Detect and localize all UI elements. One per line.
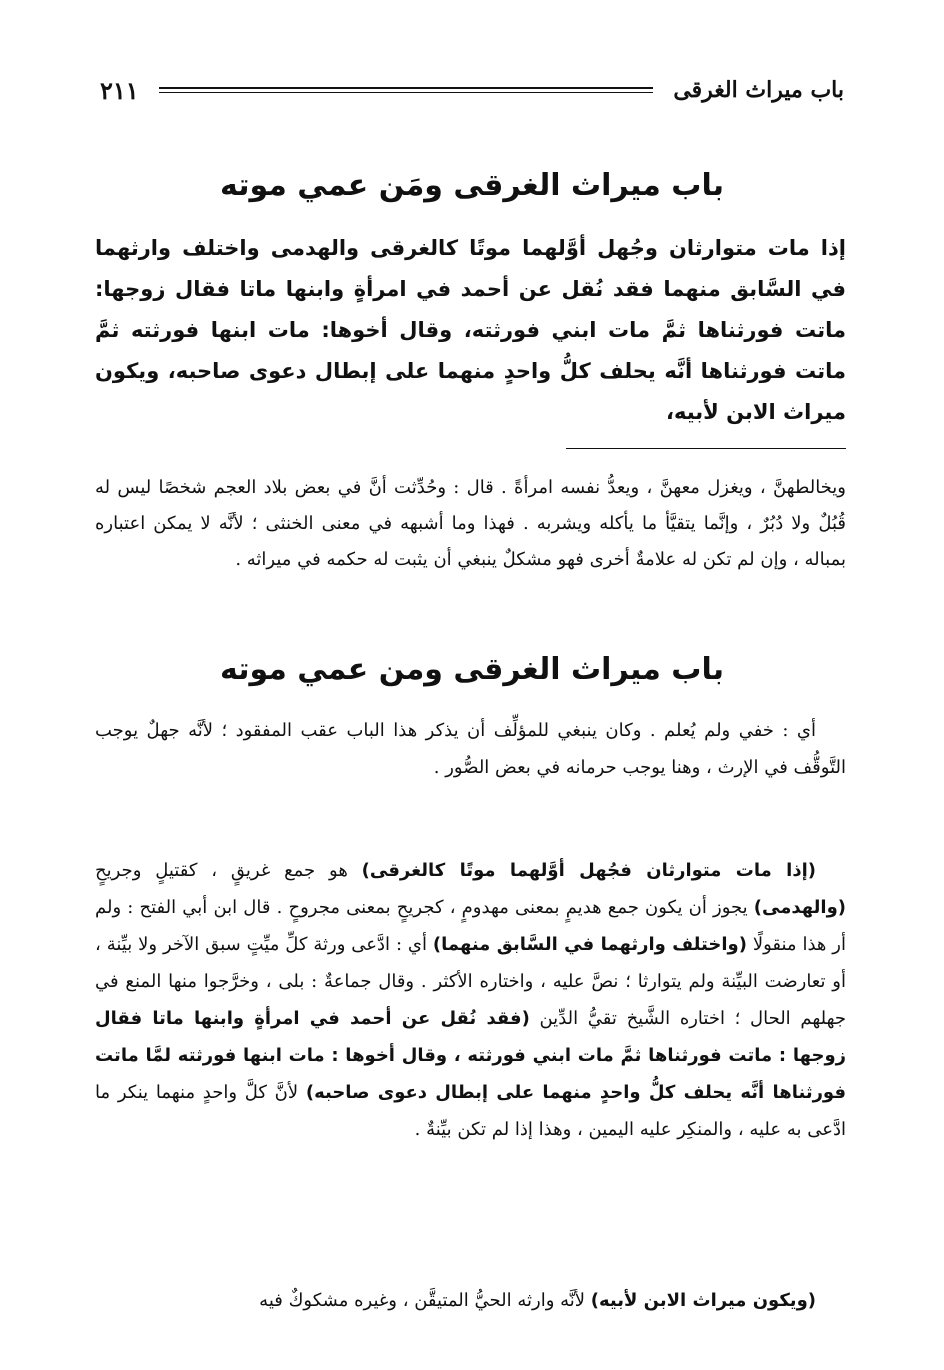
commentary-intro-paragraph: أي : خفي ولم يُعلم . وكان ينبغي للمؤلِّف أن يذكر هذا الباب عقب المفقود ؛ لأنَّه جهلٌ يوجب التَّوقُّف في الإرث ، وهنا يوجب حرمانه في بعض الصُّور . <box>95 720 846 778</box>
commentary-text: أي : ادَّعى ورثة كلِّ ميِّتٍ سبق الآخر ولا بيِّنة ، أو تعارضت البيِّنة ولم يتوارثا ؛ نصَّ عليه ، واختاره الأكثر . وقال جماعةٌ : بلى ، وخرَّجوا منها المنع في جهلهم الحال ؛ اختاره الشَّيخ تقيُّ الدِّين <box>95 934 846 1029</box>
matn-chapter-title: باب ميراث الغرقى ومَن عمي موته <box>220 168 724 203</box>
commentary-paragraph <box>95 1282 846 1319</box>
footnote-text: ويخالطهنَّ ، ويغزل معهنَّ ، ويعدُّ نفسه امرأةً . قال : وحُدِّثت أنَّ في بعض بلاد العجم شخصًا ليس له قُبُلٌ ولا دُبُرٌ ، وإنَّما يتقيَّأ ما يأكله ويشربه . فهذا وما أشبهه في معنى الخنثى ؛ لأنَّه لا يمكن اعتباره بمباله ، وإن لم تكن له علامةٌ أخرى فهو مشكلٌ ينبغي أن يثبت له حكمه في ميراثه . <box>95 477 846 570</box>
commentary-chapter-title: باب ميراث الغرقى ومن عمي موته <box>220 652 724 687</box>
commentary-text: يجوز أن يكون جمع هديمٍ بمعنى مهدومٍ ، كجريحٍ بمعنى مجروحٍ . قال ابن أبي الفتح : ولم أر هذا منقولًا <box>95 897 846 955</box>
commentary-main <box>95 852 846 1148</box>
running-title: باب ميراث الغرقى <box>673 77 844 103</box>
commentary-text: لأنَّه وارثه الحيُّ المتيقَّن ، وغيره مشكوكٌ فيه <box>259 1290 591 1311</box>
matn-text: إذا مات متوارثان وجُهل أوَّلهما موتًا كالغرقى والهدمى واختلف وارثهما في السَّابق منهما فقد نُقل عن أحمد في امرأةٍ وابنها ماتا فقال زوجها: ماتت فورثناها ثمَّ مات ابني فورثته، وقال أخوها: مات ابنها فورثته ثمَّ ماتت فورثناها أنَّه يحلف كلُّ واحدٍ منهما على إبطال دعوى صاحبه، ويكون ميراث الابن لأبيه، <box>95 236 846 424</box>
footnote-separator <box>566 448 846 449</box>
quoted-matn: (إذا مات متوارثان فجُهل أوَّلهما موتًا كالغرقى) <box>361 860 816 881</box>
quoted-matn: (واختلف وارثهما في السَّابق منهما) <box>432 934 747 955</box>
quoted-matn: (ويكون ميراث الابن لأبيه) <box>590 1290 816 1311</box>
commentary-last <box>95 1282 846 1319</box>
page-number: ٢١١ <box>100 75 139 105</box>
commentary-text: هو جمع غريقٍ ، كقتيلٍ وجريحٍ <box>95 860 362 881</box>
commentary-text: لأنَّ كلَّ واحدٍ منهما ينكر ما ادَّعى به عليه ، والمنكِر عليه اليمين ، وهذا إذا لم تكن بيِّنةٌ . <box>95 1082 846 1140</box>
page-header <box>100 70 844 110</box>
quoted-matn: (فقد نُقل عن أحمد في امرأةٍ وابنها ماتا فقال زوجها : ماتت فورثناها ثمَّ مات ابني فورثته ، وقال أخوها : مات ابنها فورثته لمَّا ماتت فورثناها أنَّه يحلف كلُّ واحدٍ منهما على إبطال دعوى صاحبه) <box>95 1008 847 1103</box>
quoted-matn: (والهدمى) <box>753 897 846 918</box>
header-rule <box>159 87 654 93</box>
commentary-paragraph <box>95 852 846 1148</box>
commentary-intro <box>95 712 846 786</box>
